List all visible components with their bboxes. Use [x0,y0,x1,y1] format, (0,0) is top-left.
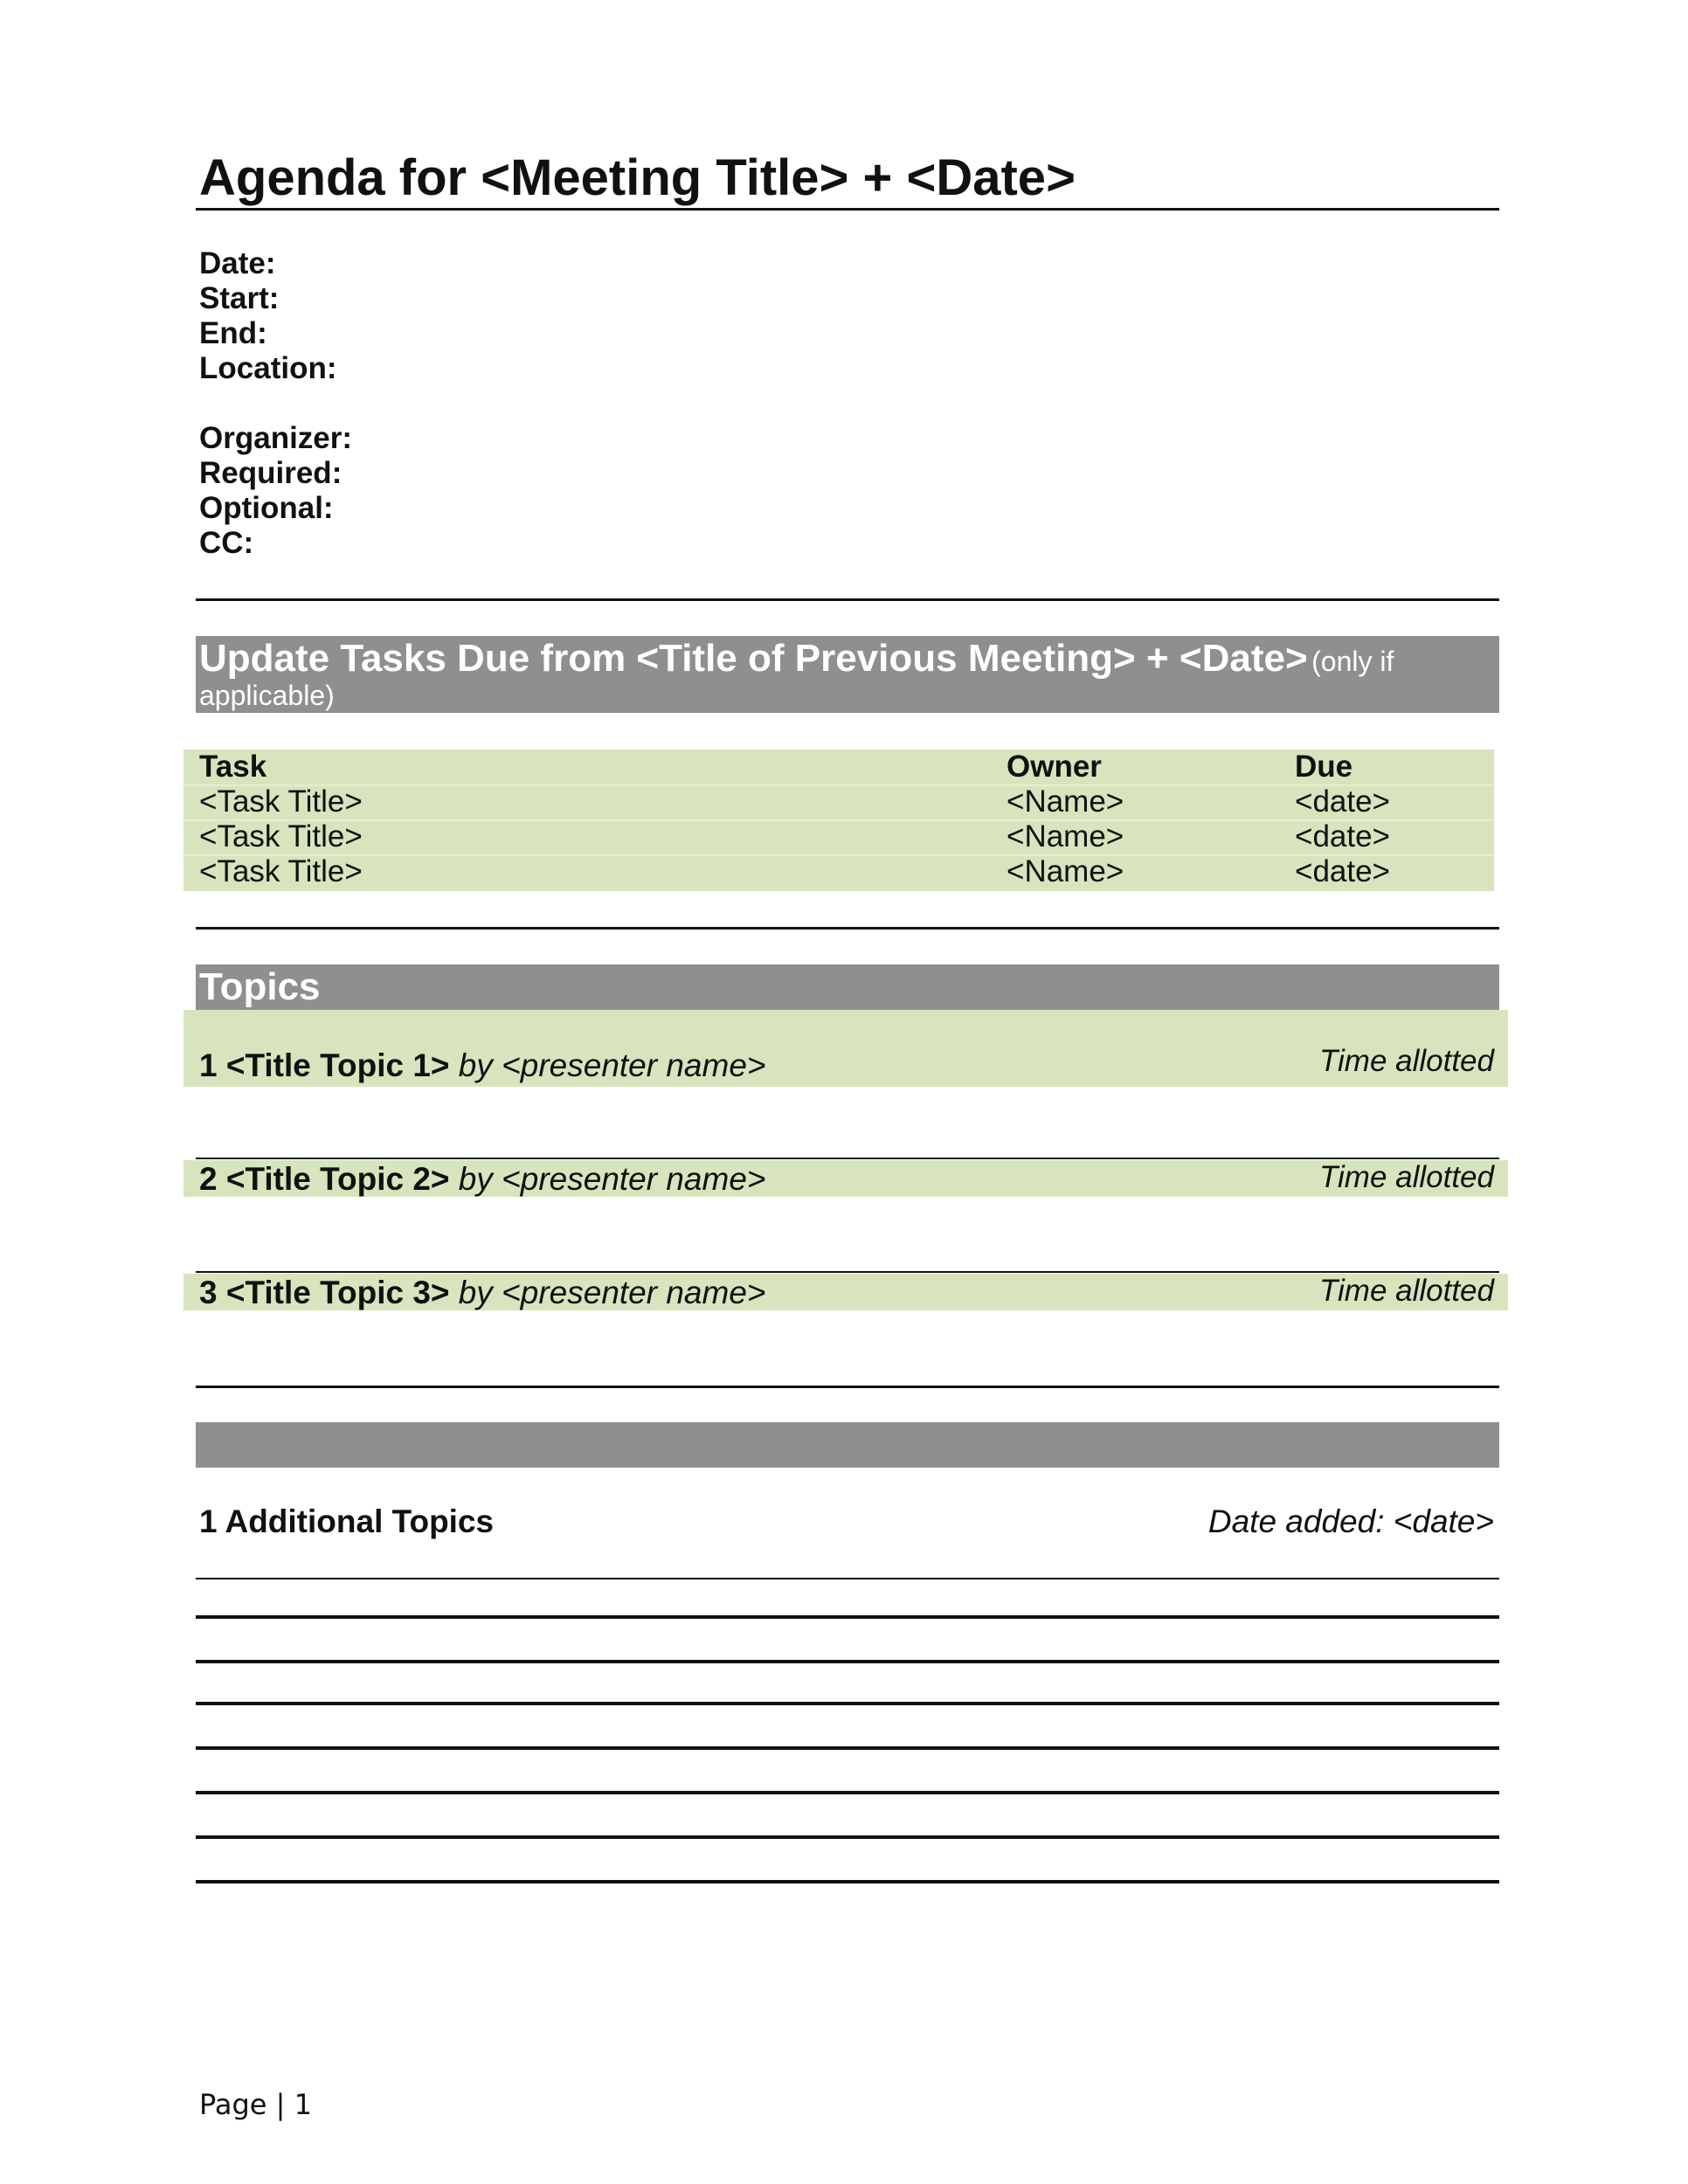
section-divider [196,927,1499,930]
field-end: End: [199,316,267,350]
topic-divider [196,1158,1499,1159]
topic-presenter: by <presenter name> [458,1161,766,1197]
additional-date-added: Date added: <date> [1207,1503,1494,1539]
notes-line [196,1880,1499,1883]
owner-cell: <Name> [1007,854,1124,888]
topic-time-allotted: Time allotted [1318,1160,1494,1194]
field-required: Required: [199,456,342,490]
notes-line [196,1615,1499,1619]
section-divider [196,598,1499,601]
task-title-cell: <Task Title> [199,819,363,854]
owner-cell: <Name> [1007,819,1124,854]
owner-cell: <Name> [1007,784,1124,819]
notes-line [196,1835,1499,1839]
update-tasks-note: (only if [1311,646,1394,677]
notes-line [196,1702,1499,1705]
section-divider [196,1386,1499,1388]
topic-2 [199,1160,766,1199]
update-tasks-heading: Update Tasks Due from <Title of Previous Meeting> + <Date> [199,637,1308,680]
field-cc: CC: [199,526,254,560]
topic-presenter: by <presenter name> [458,1047,766,1083]
update-tasks-heading-line [199,636,1394,690]
notes-line [196,1660,1499,1663]
due-cell: <date> [1295,784,1390,819]
topic-time-allotted: Time allotted [1318,1274,1494,1308]
notes-line [196,1746,1499,1750]
topic-title: 1 <Title Topic 1> [199,1047,450,1083]
task-title-cell: <Task Title> [199,784,363,819]
notes-line [196,1791,1499,1794]
topic-time-allotted: Time allotted [1318,1044,1494,1078]
due-cell: <date> [1295,819,1390,854]
title-underline [196,208,1499,211]
field-location: Location: [199,351,337,385]
table-header-task: Task [199,750,267,784]
topic-1 [199,1047,766,1085]
field-date: Date: [199,246,276,280]
field-start: Start: [199,281,280,315]
field-organizer: Organizer: [199,421,353,455]
due-cell: <date> [1295,854,1390,888]
field-optional: Optional: [199,491,334,525]
additional-header-band [196,1422,1499,1468]
topics-header-band [196,964,1499,1010]
additional-topics-title: 1 Additional Topics [199,1503,495,1539]
topic-presenter: by <presenter name> [458,1275,766,1310]
topic-3 [199,1274,766,1312]
topic-divider [196,1271,1499,1273]
task-title-cell: <Task Title> [199,854,363,888]
page-number: Page | 1 [199,2088,312,2121]
table-header-owner: Owner [1007,750,1102,784]
topic-title: 2 <Title Topic 2> [199,1161,450,1197]
table-header-due: Due [1295,750,1353,784]
notes-line [196,1578,1499,1579]
update-tasks-note-continued: applicable) [199,680,335,711]
topics-heading: Topics [199,965,321,1008]
topic-title: 3 <Title Topic 3> [199,1275,450,1310]
page-title: Agenda for <Meeting Title> + <Date> [199,149,1076,206]
